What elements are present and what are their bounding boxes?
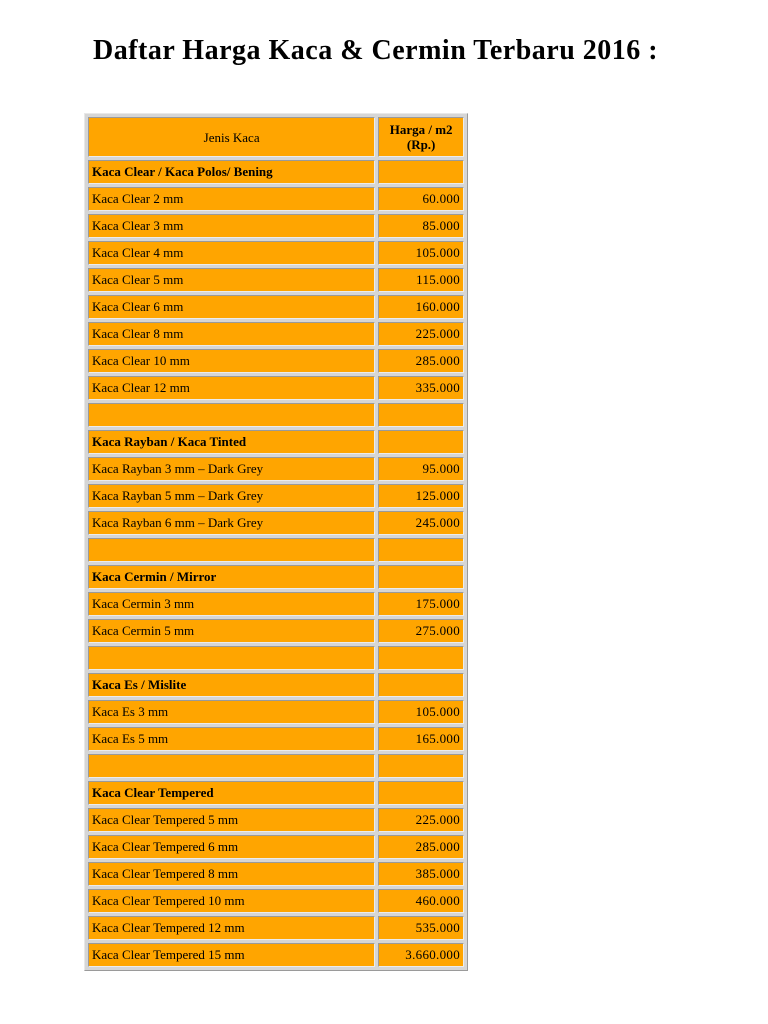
price-cell	[378, 430, 464, 454]
glass-type-cell: Kaca Es 5 mm	[88, 727, 375, 751]
table-row	[88, 322, 464, 346]
price-cell: 95.000	[378, 457, 464, 481]
glass-type-cell: Kaca Rayban 5 mm – Dark Grey	[88, 484, 375, 508]
glass-type-cell	[88, 538, 375, 562]
table-row	[88, 619, 464, 643]
table-row	[88, 808, 464, 832]
glass-type-cell: Kaca Clear 6 mm	[88, 295, 375, 319]
glass-type-cell: Kaca Clear 12 mm	[88, 376, 375, 400]
price-cell	[378, 781, 464, 805]
price-cell: 115.000	[378, 268, 464, 292]
spacer-row	[88, 646, 464, 670]
table-row	[88, 727, 464, 751]
table-row	[88, 187, 464, 211]
price-table	[84, 113, 468, 971]
table-row	[88, 457, 464, 481]
table-row	[88, 511, 464, 535]
category-row	[88, 160, 464, 184]
price-cell: 275.000	[378, 619, 464, 643]
table-row	[88, 700, 464, 724]
price-cell	[378, 403, 464, 427]
header-harga-line1: Harga / m2	[389, 122, 453, 137]
category-name: Kaca Es / Mislite	[88, 673, 375, 697]
price-cell: 535.000	[378, 916, 464, 940]
glass-type-cell: Kaca Clear 10 mm	[88, 349, 375, 373]
glass-type-cell: Kaca Rayban 6 mm – Dark Grey	[88, 511, 375, 535]
price-cell: 335.000	[378, 376, 464, 400]
header-row	[88, 117, 464, 157]
category-row	[88, 781, 464, 805]
price-cell	[378, 754, 464, 778]
glass-type-cell: Kaca Clear 5 mm	[88, 268, 375, 292]
category-row	[88, 565, 464, 589]
spacer-row	[88, 403, 464, 427]
price-cell: 125.000	[378, 484, 464, 508]
price-cell: 245.000	[378, 511, 464, 535]
price-cell	[378, 673, 464, 697]
price-cell: 460.000	[378, 889, 464, 913]
glass-type-cell: Kaca Es 3 mm	[88, 700, 375, 724]
price-cell: 225.000	[378, 808, 464, 832]
spacer-row	[88, 754, 464, 778]
price-cell: 105.000	[378, 241, 464, 265]
glass-type-cell: Kaca Clear Tempered 8 mm	[88, 862, 375, 886]
glass-type-cell: Kaca Cermin 3 mm	[88, 592, 375, 616]
category-name: Kaca Clear / Kaca Polos/ Bening	[88, 160, 375, 184]
glass-type-cell: Kaca Clear Tempered 10 mm	[88, 889, 375, 913]
glass-type-cell: Kaca Clear 4 mm	[88, 241, 375, 265]
price-cell: 225.000	[378, 322, 464, 346]
price-cell: 385.000	[378, 862, 464, 886]
category-name: Kaca Cermin / Mirror	[88, 565, 375, 589]
price-cell: 285.000	[378, 835, 464, 859]
glass-type-cell	[88, 646, 375, 670]
glass-type-cell: Kaca Clear 2 mm	[88, 187, 375, 211]
price-cell: 175.000	[378, 592, 464, 616]
price-cell	[378, 160, 464, 184]
glass-type-cell	[88, 403, 375, 427]
price-cell: 85.000	[378, 214, 464, 238]
category-row	[88, 673, 464, 697]
spacer-row	[88, 538, 464, 562]
glass-type-cell: Kaca Clear Tempered 15 mm	[88, 943, 375, 967]
category-name: Kaca Rayban / Kaca Tinted	[88, 430, 375, 454]
table-row	[88, 349, 464, 373]
table-row	[88, 484, 464, 508]
header-jenis-kaca: Jenis Kaca	[88, 117, 375, 157]
header-harga	[378, 117, 464, 157]
price-cell: 60.000	[378, 187, 464, 211]
table-body	[88, 160, 464, 967]
page-title: Daftar Harga Kaca & Cermin Terbaru 2016 :	[93, 35, 659, 66]
glass-type-cell: Kaca Clear Tempered 5 mm	[88, 808, 375, 832]
price-cell	[378, 646, 464, 670]
price-cell: 3.660.000	[378, 943, 464, 967]
price-cell: 165.000	[378, 727, 464, 751]
table-row	[88, 268, 464, 292]
table-row	[88, 592, 464, 616]
table-row	[88, 376, 464, 400]
table-header	[88, 117, 464, 157]
glass-type-cell: Kaca Clear 3 mm	[88, 214, 375, 238]
glass-type-cell: Kaca Cermin 5 mm	[88, 619, 375, 643]
price-cell: 285.000	[378, 349, 464, 373]
price-cell	[378, 538, 464, 562]
table-row	[88, 862, 464, 886]
category-name: Kaca Clear Tempered	[88, 781, 375, 805]
table-row	[88, 241, 464, 265]
table-row	[88, 835, 464, 859]
glass-type-cell: Kaca Rayban 3 mm – Dark Grey	[88, 457, 375, 481]
header-harga-line2: (Rp.)	[406, 137, 436, 152]
table-row	[88, 214, 464, 238]
glass-type-cell: Kaca Clear Tempered 12 mm	[88, 916, 375, 940]
table-row	[88, 916, 464, 940]
glass-type-cell: Kaca Clear Tempered 6 mm	[88, 835, 375, 859]
glass-type-cell	[88, 754, 375, 778]
table-row	[88, 889, 464, 913]
category-row	[88, 430, 464, 454]
table-row	[88, 295, 464, 319]
price-cell: 160.000	[378, 295, 464, 319]
price-cell	[378, 565, 464, 589]
glass-type-cell: Kaca Clear 8 mm	[88, 322, 375, 346]
price-cell: 105.000	[378, 700, 464, 724]
table-row	[88, 943, 464, 967]
